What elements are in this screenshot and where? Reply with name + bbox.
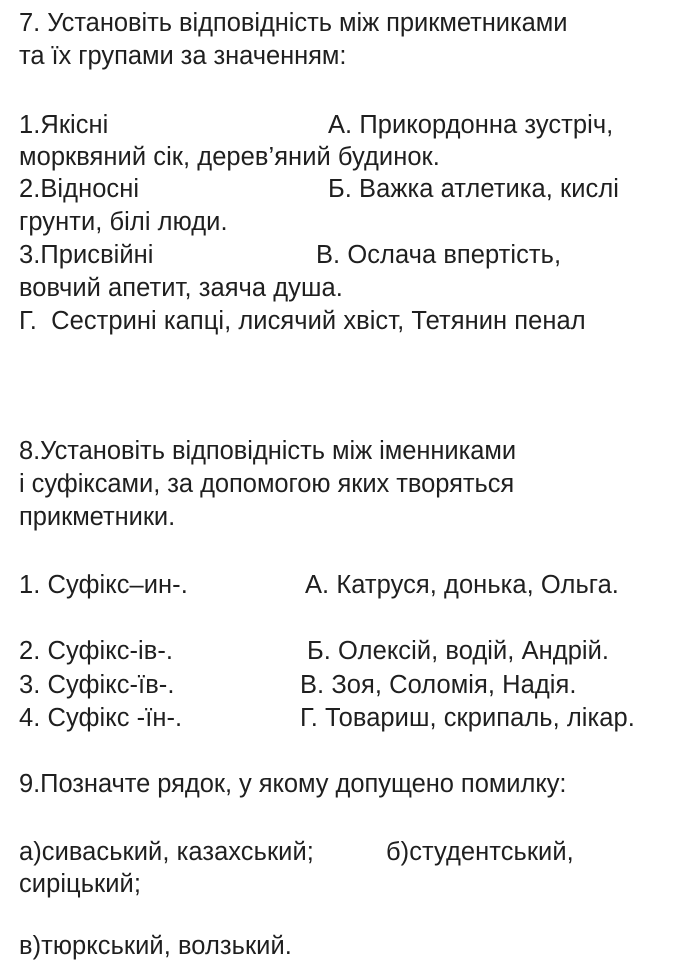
q7-option-g: Г. Сестрині капці, лисячий хвіст, Тетянин пенал: [19, 307, 586, 335]
q7-title-line2: та їх групами за значенням:: [19, 42, 347, 70]
q9-option-b: б)студентський,: [386, 838, 574, 866]
q8-item-4-label: 4. Суфікс -їн-.: [19, 704, 183, 732]
q7-option-b-cont: грунти, білі люди.: [19, 208, 228, 236]
q7-option-c-cont: вовчий апетит, заяча душа.: [19, 274, 343, 302]
q7-item-3-label: 3.Присвійні: [19, 241, 154, 269]
q7-item-1-label: 1.Якісні: [19, 111, 109, 139]
q8-option-a: А. Катруся, донька, Ольга.: [305, 571, 619, 599]
q7-option-b: Б. Важка атлетика, кислі: [328, 175, 619, 203]
q8-option-g: Г. Товариш, скрипаль, лікар.: [300, 704, 635, 732]
q8-item-3-label: 3. Суфікс-їв-.: [19, 671, 175, 699]
q7-option-a-cont: морквяний сік, дерев’яний будинок.: [19, 143, 440, 171]
q9-option-a: а)сиваський, казахський;: [19, 838, 314, 866]
q7-option-c: В. Ослача впертість,: [316, 241, 562, 269]
q7-title-line1: 7. Установіть відповідність між прикметниками: [19, 9, 568, 37]
q9-title: 9.Позначте рядок, у якому допущено помилку:: [19, 770, 567, 798]
q8-title-line1: 8.Установіть відповідність між іменниками: [19, 437, 517, 465]
q8-option-b: Б. Олексій, водій, Андрій.: [307, 637, 610, 665]
q9-option-c: в)тюркський, волзький.: [19, 932, 292, 960]
q7-item-2-label: 2.Відносні: [19, 175, 140, 203]
q8-title-line3: прикметники.: [19, 503, 176, 531]
q8-option-c: В. Зоя, Соломія, Надія.: [300, 671, 577, 699]
q9-option-b-cont: сиріцький;: [19, 870, 141, 898]
q8-item-2-label: 2. Суфікс-ів-.: [19, 637, 174, 665]
q8-item-1-label: 1. Суфікс–ин-.: [19, 571, 188, 599]
q8-title-line2: і суфіксами, за допомогою яких творяться: [19, 470, 515, 498]
q7-option-a: А. Прикордонна зустріч,: [328, 111, 614, 139]
